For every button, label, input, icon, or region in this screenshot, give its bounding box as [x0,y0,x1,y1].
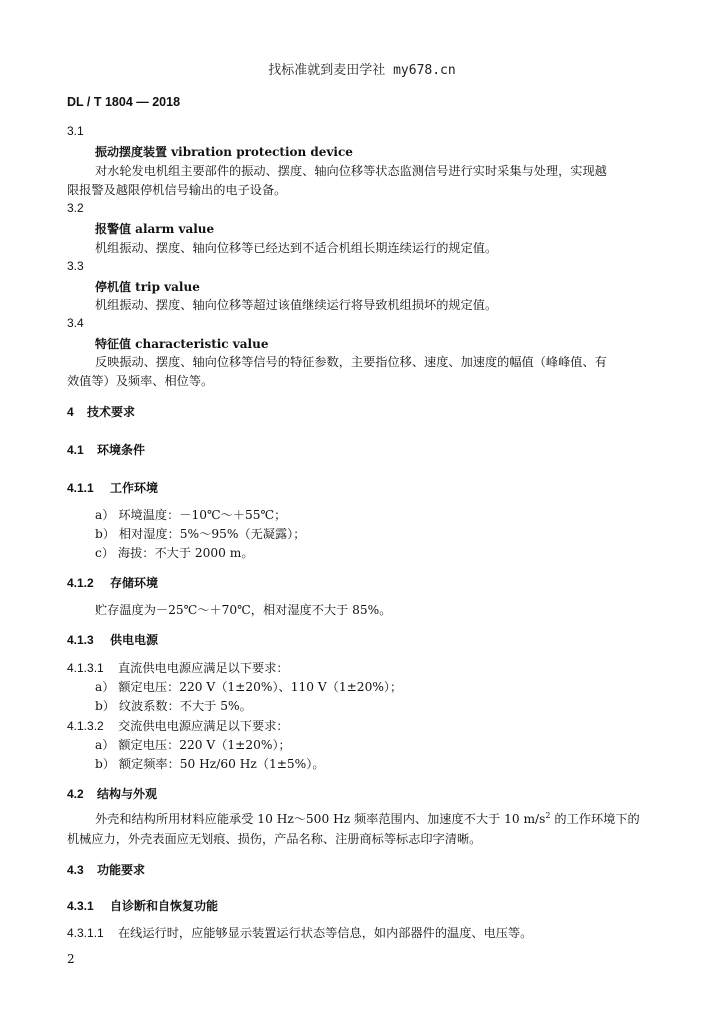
term-definition: 限报警及越限停机信号输出的电子设备。 [67,183,287,197]
paragraph: 机械应力，外壳表面应无划痕、损伤，产品名称、注册商标等标志印字清晰。 [67,832,482,846]
section-number: 4.1.2 [67,576,94,590]
paragraph [95,810,640,827]
section-title: 存储环境 [110,576,159,590]
list-item: a） 额定电压：220 V（1±20%）、110 V（1±20%）； [95,680,403,694]
section-number: 4.2 [67,787,84,801]
list-item: b） 额定频率：50 Hz/60 Hz（1±5%）。 [95,757,325,771]
clause-number: 3.2 [67,201,84,215]
term-title: 停机值 trip value [95,280,200,294]
paragraph-text: 外壳和结构所用材料应能承受 10 Hz～500 Hz 频率范围内、加速度不大于 10 m/s [95,812,546,826]
page-number: 2 [67,952,75,966]
section-title: 环境条件 [97,443,146,457]
term-title: 特征值 characteristic value [95,337,269,351]
term-title: 报警值 alarm value [95,222,215,236]
list-item: c） 海拔：不大于 2000 m。 [95,546,254,560]
section-heading [67,785,157,802]
subclause [67,717,289,734]
section-heading [67,897,218,914]
list-item: b） 相对湿度：5%～95%（无凝露）； [95,527,306,541]
section-number: 4.1.1 [67,481,94,495]
subclause [67,659,289,676]
section-heading [67,861,145,878]
section-number: 4.3.1 [67,899,94,913]
list-item: a） 额定电压：220 V（1±20%）； [95,738,291,752]
document-header: DL / T 1804 — 2018 [67,95,181,109]
list-item: b） 纹波系数：不大于 5%。 [95,699,252,713]
list-item: a） 环境温度：－10℃～＋55℃； [95,508,287,522]
section-heading [67,479,158,496]
subclause-number: 4.1.3.2 [67,719,104,733]
term-definition: 对水轮发电机组主要部件的振动、摆度、轴向位移等状态监测信号进行实时采集与处理，实现越 [95,164,607,178]
section-title: 工作环境 [110,481,159,495]
section-heading [67,631,158,648]
section-heading [67,403,135,420]
clause-number: 3.1 [67,124,84,138]
section-title: 功能要求 [97,863,146,877]
watermark-text: 找标准就到麦田学社 my678.cn [268,63,456,78]
section-title: 结构与外观 [97,787,158,801]
section-heading [67,441,145,458]
term-definition: 机组振动、摆度、轴向位移等超过该值继续运行将导致机组损坏的规定值。 [95,298,498,312]
subclause-text: 直流供电电源应满足以下要求： [118,661,289,675]
section-heading [67,574,158,591]
subclause-text: 在线运行时，应能够显示装置运行状态等信息，如内部器件的温度、电压等。 [118,926,533,940]
section-title: 技术要求 [87,405,136,419]
term-definition: 效值等）及频率、相位等。 [67,374,214,388]
subclause-text: 交流供电电源应满足以下要求： [118,719,289,733]
section-title: 自诊断和自恢复功能 [110,899,219,913]
section-number: 4.3 [67,863,84,877]
term-definition: 反映振动、摆度、轴向位移等信号的特征参数，主要指位移、速度、加速度的幅值（峰峰值、有 [95,355,607,369]
section-number: 4 [67,405,74,419]
superscript: 2 [545,810,551,820]
section-title: 供电电源 [110,633,159,647]
paragraph: 贮存温度为－25℃～＋70℃，相对湿度不大于 85%。 [95,603,392,617]
section-number: 4.1 [67,443,84,457]
paragraph-text: 的工作环境下的 [550,812,640,826]
subclause-number: 4.3.1.1 [67,926,104,940]
subclause-number: 4.1.3.1 [67,661,104,675]
term-title: 振动摆度装置 vibration protection device [95,145,353,159]
clause-number: 3.4 [67,316,84,330]
section-number: 4.1.3 [67,633,94,647]
subclause [67,924,532,941]
term-definition: 机组振动、摆度、轴向位移等已经达到不适合机组长期连续运行的规定值。 [95,241,498,255]
clause-number: 3.3 [67,259,84,273]
